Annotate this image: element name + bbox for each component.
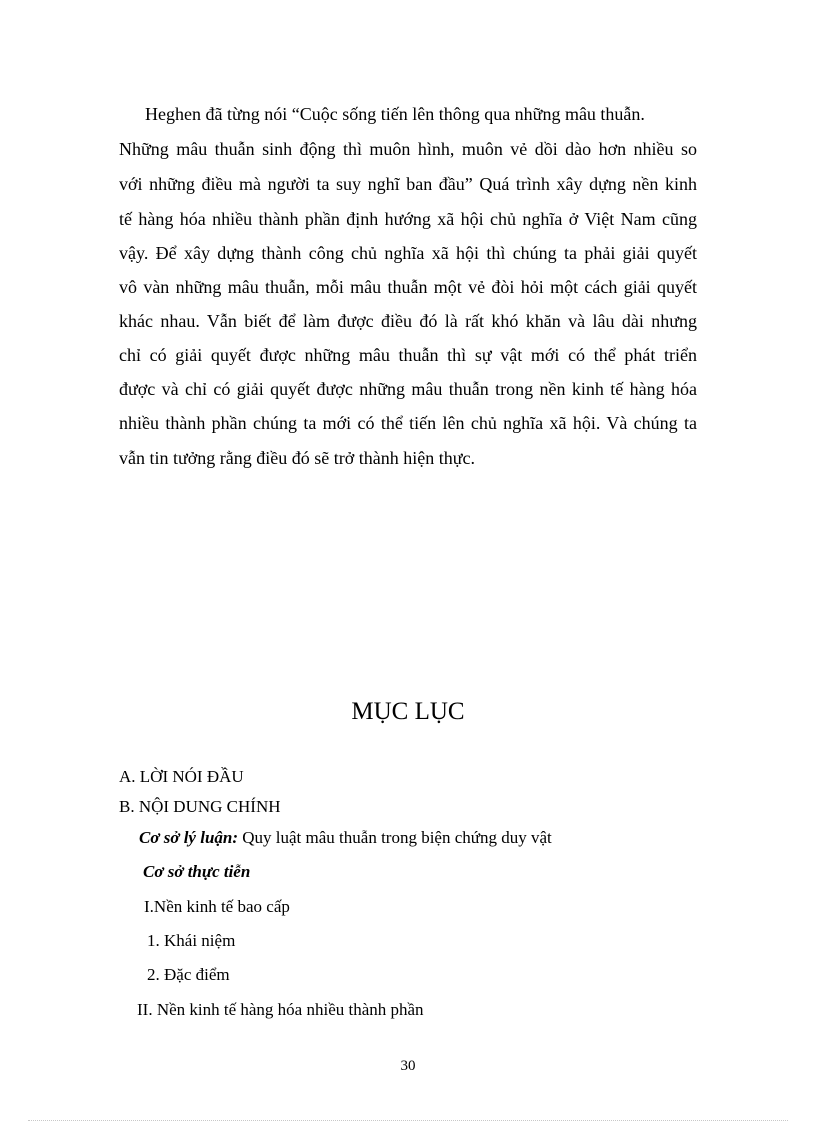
toc-label-co-so-ly-luan: Cơ sở lý luận: (139, 828, 239, 847)
toc-item-co-so-thuc-tien: Cơ sở thực tiễn (143, 862, 251, 881)
toc-item-2: 2. Đặc điểm (147, 965, 230, 984)
paragraph-line: tế hàng hóa nhiều thành phần định hướng xã hội chủ nghĩa ở Việt Nam cũng (119, 209, 697, 229)
paragraph-line: Heghen đã từng nói “Cuộc sống tiến lên thông qua những mâu thuẫn. (145, 104, 645, 124)
paragraph-line: nhiều thành phần chúng ta mới có thể tiến lên chủ nghĩa xã hội. Và chúng ta (119, 413, 697, 433)
toc-item-b: B. NỘI DUNG CHÍNH (119, 797, 281, 816)
paragraph-line: chỉ có giải quyết được những mâu thuẫn thì sự vật mới có thể phát triển (119, 345, 697, 365)
paragraph-line: vậy. Để xây dựng thành công chủ nghĩa xã hội thì chúng ta phải giải quyết (119, 243, 697, 263)
toc-item-a: A. LỜI NÓI ĐẦU (119, 767, 244, 786)
toc-title: MỤC LỤC (351, 698, 465, 725)
paragraph-line: được và chỉ có giải quyết được những mâu thuẫn trong nền kinh tế hàng hóa (119, 379, 697, 399)
paragraph-line: vô vàn những mâu thuẫn, mỗi mâu thuẫn một vẻ đòi hỏi một cách giải quyết (119, 277, 697, 297)
toc-item-co-so-ly-luan (139, 827, 552, 849)
paragraph-line: Những mâu thuẫn sinh động thì muôn hình, muôn vẻ dồi dào hơn nhiều so (119, 139, 697, 159)
toc-item-II: II. Nền kinh tế hàng hóa nhiều thành phần (137, 1000, 424, 1019)
page-number: 30 (400, 1058, 416, 1074)
toc-item-I: I.Nền kinh tế bao cấp (144, 897, 290, 916)
toc-item-1: 1. Khái niệm (147, 931, 236, 950)
paragraph-line: vẫn tin tưởng rằng điều đó sẽ trở thành hiện thực. (119, 448, 475, 468)
toc-text-co-so-ly-luan: Quy luật mâu thuẫn trong biện chứng duy vật (238, 828, 552, 847)
page-bottom-divider (28, 1120, 788, 1121)
paragraph-line: khác nhau. Vẫn biết để làm được điều đó là rất khó khăn và lâu dài nhưng (119, 311, 697, 331)
paragraph-line: với những điều mà người ta suy nghĩ ban đầu” Quá trình xây dựng nền kinh (119, 174, 697, 194)
